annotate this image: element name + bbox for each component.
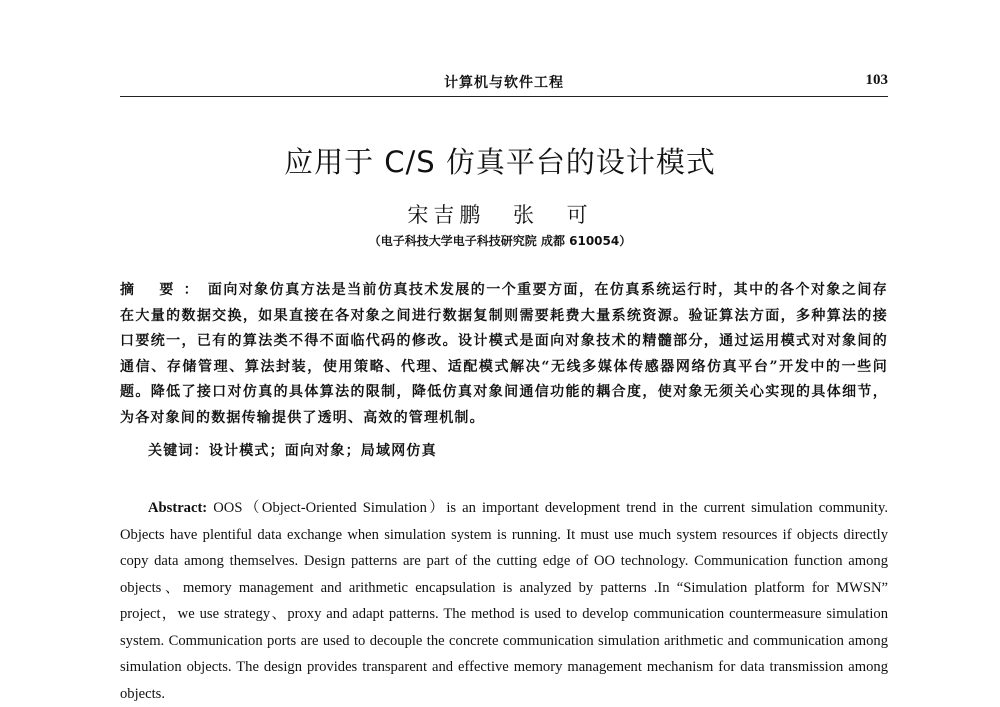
page-number: 103 <box>865 72 888 88</box>
chinese-keywords <box>148 440 888 460</box>
chinese-keywords-text: 设计模式；面向对象；局域网仿真 <box>208 443 437 459</box>
authors: 宋吉鹏 张 可 <box>407 203 593 227</box>
affiliation: （电子科技大学电子科技研究院 成都 610054） <box>368 234 632 248</box>
english-abstract-label: Abstract: <box>148 500 208 516</box>
running-header <box>120 70 888 97</box>
paper-title: 应用于 C/S 仿真平台的设计模式 <box>284 145 716 179</box>
chinese-abstract-text: 面向对象仿真方法是当前仿真技术发展的一个重要方面，在仿真系统运行时，其中的各个对象之间存在大量的数据交换，如果直接在各对象之间进行数据复制则需要耗费大量系统资源。验证算法方面，多种算法的接口要统一，已有的算法类不得不面临代码的修改。设计模式是面向对象技术的精髓部分，通过运用模式对对象间的通信、存储管理、算法封装，使用策略、代理、适配模式解决“无线多媒体传感器网络仿真平台”开发中的一些问题。降低了接口对仿真的具体算法的限制，降低仿真对象间通信功能的耦合度，使对象无须关心实现的具体细节，为各对象间的数据传输提供了透明、高效的管理机制。 <box>120 282 888 426</box>
chinese-keywords-label: 关键词： <box>148 443 209 459</box>
journal-name: 计算机与软件工程 <box>444 75 564 91</box>
english-abstract-text: OOS（Object-Oriented Simulation）is an important development trend in the current simulation community. Objects have plentiful data exchange when simulation system is running. It must use much system resources if objects directly copy data among themselves. Design patterns are part of the cutting edge of OO technology. Communication function among objects、memory management and arithmetic encapsulation is analyzed by patterns .In “Simulation platform for MWSN” project，we use strategy、proxy and adapt patterns. The method is used to develop communication countermeasure simulation system. Communication ports are used to decouple the concrete communication simulation arithmetic and communication among simulation objects. The design provides transparent and effective memory management mechanism for data transmission among objects. <box>120 500 888 702</box>
chinese-abstract-label: 摘 要： <box>120 282 208 298</box>
chinese-abstract <box>120 278 888 431</box>
english-abstract <box>120 495 888 707</box>
